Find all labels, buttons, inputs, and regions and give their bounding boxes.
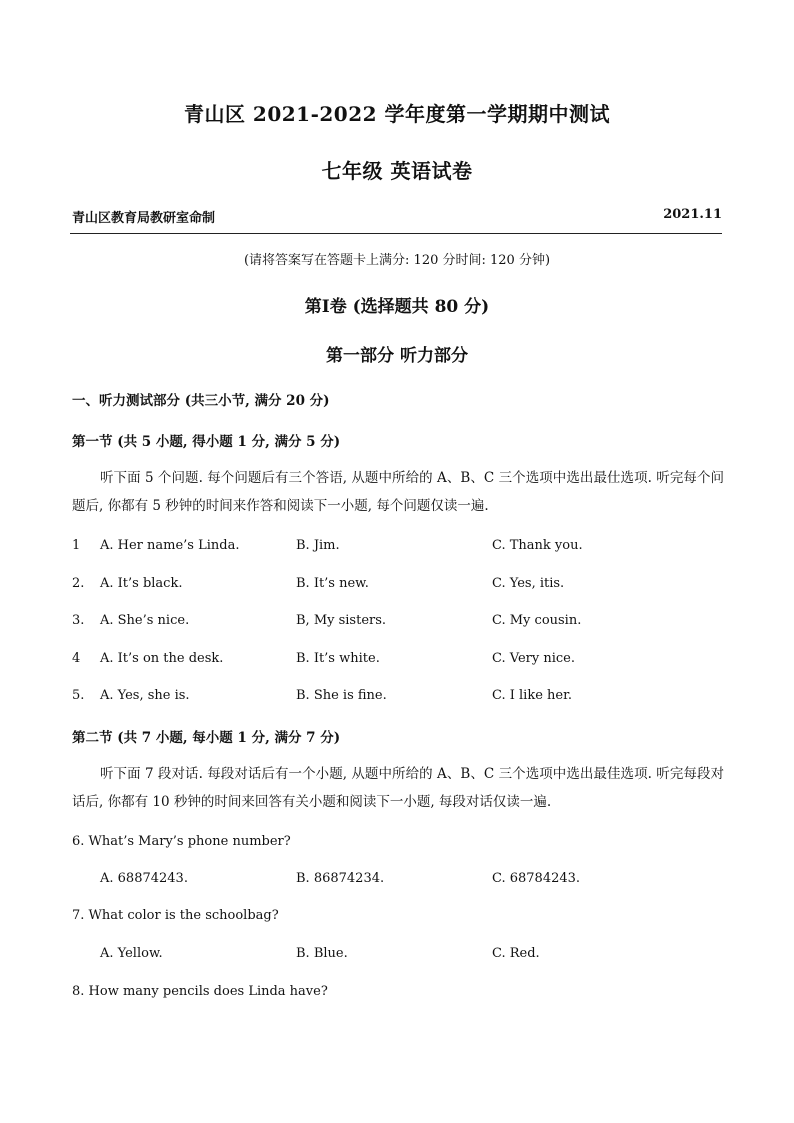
header-divider [70,233,722,234]
option-b: B. It’s white. [296,651,380,666]
part-title: 第一部分 听力部分 [326,346,468,366]
section1-heading: 第一节 (共 5 小题, 得小题 1 分, 满分 5 分) [72,434,341,450]
question-text: 6. What’s Mary’s phone number? [72,834,291,849]
question-row [72,576,724,596]
question-row [72,538,724,558]
question-text: 7. What color is the schoolbag? [72,908,279,923]
question-options-row [72,871,724,891]
exam-title: 青山区 2021-2022 学年度第一学期期中测试 [183,102,611,126]
option-a: A. Her name’s Linda. [100,538,240,553]
question-text: 8. How many pencils does Linda have? [72,984,328,999]
option-c: C. Thank you. [492,538,583,553]
option-a: A. Yellow. [100,946,163,961]
section2-instructions: 听下面 7 段对话. 每段对话后有一个小题, 从题中所给的 A、B、C 三个选项中选出最佳选项. 听完每段对话后, 你都有 10 秒钟的时间来回答有关小题和阅读下一小题, 每段对话仅读一遍. [72,766,724,810]
issuer-text: 青山区教育局教研室命制 [72,211,216,226]
section2-heading: 第二节 (共 7 小题, 每小题 1 分, 满分 7 分) [72,730,341,746]
option-c: C. My cousin. [492,613,582,628]
option-c: C. Red. [492,946,540,961]
option-a: A. Yes, she is. [100,688,190,703]
section1-instructions: 听下面 5 个问题. 每个问题后有三个答语, 从题中所给的 A、B、C 三个选项中选出最仕选项. 听完每个问题后, 你都有 5 秒钟的时间来作答和阅读下一小题, 每个问题仅读一遍. [72,470,724,514]
option-c: C. Very nice. [492,651,575,666]
option-a: A. 68874243. [100,871,188,886]
volume-title: 第Ⅰ卷 (选择题共 80 分) [304,297,490,317]
exam-date: 2021.11 [663,207,722,222]
question-number: 1 [72,538,81,553]
option-b: B. It’s new. [296,576,369,591]
question-row [72,651,724,671]
option-c: C. Yes, itis. [492,576,565,591]
option-a: A. It’s on the desk. [100,651,224,666]
option-c: C. 68784243. [492,871,581,886]
option-a: A. It’s black. [100,576,183,591]
option-c: C. I like her. [492,688,573,703]
exam-subtitle: 七年级 英语试卷 [321,159,473,183]
option-b: B. Blue. [296,946,348,961]
exam-note: (请将答案写在答题卡上满分: 120 分时间: 120 分钟) [243,253,551,268]
question-number: 2. [72,576,85,591]
question-options-row [72,946,724,966]
option-a: A. She’s nice. [100,613,190,628]
question-number: 5. [72,688,85,703]
question-row [72,688,724,708]
option-b: B. 86874234. [296,871,385,886]
question-number: 3. [72,613,85,628]
section-main-heading: 一、听力测试部分 (共三小节, 满分 20 分) [72,393,330,409]
option-b: B. Jim. [296,538,340,553]
option-b: B, My sisters. [296,613,387,628]
question-row [72,613,724,633]
question-number: 4 [72,651,81,666]
option-b: B. She is fine. [296,688,387,703]
